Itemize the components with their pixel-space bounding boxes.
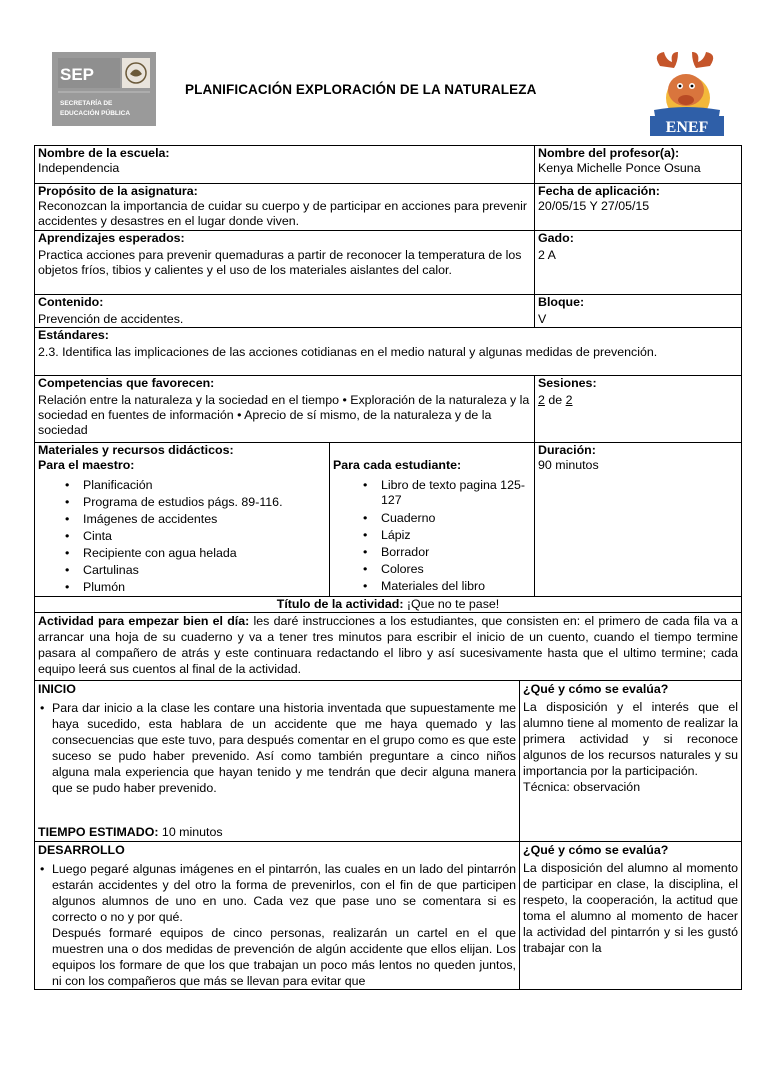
page-title: PLANIFICACIÓN EXPLORACIÓN DE LA NATURALEZA xyxy=(185,82,537,97)
cell-duracion xyxy=(535,443,742,597)
row-inicio xyxy=(35,681,742,842)
list-item: • Programa de estudios págs. 89-116. xyxy=(38,494,326,511)
cell-titulo-actividad xyxy=(35,597,742,613)
list-item: • Cuaderno xyxy=(333,510,531,527)
materiales-label: Materiales y recursos didácticos: xyxy=(38,443,234,457)
actividad-dia-value: les daré instrucciones a los estudiantes, que consisten en: el primero de cada fila va a arrancar una hoja de su cuaderno y va a tener tres minutos para escribir el inicio de un cuento, cuando el tiempo termine pasara al compañero de atrás y este continuara redactando el libro y así sucesivamente hasta que el ultimo termine; cada equipo leerá sus cuentos al final de la actividad. xyxy=(38,614,739,676)
list-item: • Planificación xyxy=(38,477,326,494)
enef-logo-text: ENEF xyxy=(665,119,709,136)
sesiones-total: 2 xyxy=(565,393,573,407)
planning-table xyxy=(34,145,742,990)
estandares-value: 2.3. Identifica las implicaciones de las acciones cotidianas en el medio natural y algunas medidas de prevención. xyxy=(38,345,658,359)
sep-logo xyxy=(52,52,156,126)
cell-aprendizajes xyxy=(35,231,535,295)
maestro-list xyxy=(38,477,326,596)
sesiones-current: 2 xyxy=(538,393,545,407)
sesiones-word: de xyxy=(548,393,563,407)
list-item: • Plumón xyxy=(38,579,326,596)
sep-logo-line1: SECRETARÍA DE xyxy=(60,100,113,107)
row-actividad-dia xyxy=(35,613,742,681)
sesiones-value xyxy=(538,391,738,408)
list-item: • Colores xyxy=(333,561,531,578)
row-estandares xyxy=(35,328,742,376)
bloque-value: V xyxy=(538,312,547,326)
antler-left-icon xyxy=(657,52,678,68)
estudiante-list xyxy=(333,477,531,595)
enef-logo xyxy=(640,48,732,140)
desarrollo-label: DESARROLLO xyxy=(38,843,125,857)
row-competencias xyxy=(35,376,742,443)
cell-desarrollo xyxy=(35,842,520,990)
row-materiales xyxy=(35,443,742,597)
row-escuela xyxy=(35,146,742,184)
bloque-label: Bloque: xyxy=(538,295,585,309)
desarrollo-text2: Después formaré equipos de cinco personas, realizarán un cartel en el que muestren una o dos medidas de prevención de algún accidente que ellos elijan. Los equipos los formare de que los que trabajan un poco más lentos no queden juntos, ni con los compañeros que más se llevan para evitar que xyxy=(52,926,516,988)
aprendizajes-value: Practica acciones para prevenir quemaduras a partir de reconocer la temperatura de los objetos fríos, tibios y calientes y el uso de los materiales aislantes del calor. xyxy=(38,248,522,277)
cell-contenido xyxy=(35,295,535,328)
proposito-label: Propósito de la asignatura: xyxy=(38,184,198,198)
sesiones-label: Sesiones: xyxy=(538,376,597,390)
grado-label: Gado: xyxy=(538,231,574,245)
duracion-value: 90 minutos xyxy=(538,458,599,472)
inicio-tiempo-value: 10 minutos xyxy=(161,825,223,839)
contenido-value: Prevención de accidentes. xyxy=(38,312,184,326)
fecha-label: Fecha de aplicación: xyxy=(538,184,660,198)
estandares-label: Estándares: xyxy=(38,328,109,342)
cell-inicio xyxy=(35,681,520,842)
titulo-actividad-label: Título de la actividad: xyxy=(276,597,404,611)
inicio-text: • Para dar inicio a la clase les contare una historia inventada que supuestamente me haya sucedido, esta hablara de un accidente que me haya quemado y las consecuencias que este tuvo, para después comentar en el grupo como es que este suceso se pudo haber prevenido. Así como también preguntare a cinco niños alguna mala experiencia que hayan tenido y me tendrán que decir alguna manera que se pudo haber prevenido. xyxy=(38,700,516,796)
cell-escuela xyxy=(35,146,535,184)
list-item: • Imágenes de accidentes xyxy=(38,511,326,528)
row-aprendizajes xyxy=(35,231,742,295)
titulo-actividad-value: ¡Que no te pase! xyxy=(406,597,500,611)
row-titulo-actividad xyxy=(35,597,742,613)
list-item: • Materiales del libro xyxy=(333,578,531,595)
aprendizajes-label: Aprendizajes esperados: xyxy=(38,231,185,245)
profesor-value: Kenya Michelle Ponce Osuna xyxy=(538,161,701,175)
fecha-value: 20/05/15 Y 27/05/15 xyxy=(538,199,650,213)
grado-value: 2 A xyxy=(538,248,556,262)
competencias-label: Competencias que favorecen: xyxy=(38,376,215,390)
estudiante-label: Para cada estudiante: xyxy=(333,458,462,472)
escuela-value: Independencia xyxy=(38,161,120,175)
inicio-tecnica: Técnica: observación xyxy=(523,780,641,794)
cell-estandares xyxy=(35,328,742,376)
cell-materiales-estudiante xyxy=(330,443,535,597)
cell-inicio-eval xyxy=(520,681,742,842)
desarrollo-eval-text: La disposición del alumno al momento de participar en clase, la disciplina, el respeto, la cooperación, la actitud que toma el alumno al momento de hacer la actividad del pintarrón y si les gustó trabajar con la xyxy=(523,861,739,955)
row-proposito xyxy=(35,184,742,231)
list-item: • Recipiente con agua helada xyxy=(38,545,326,562)
sep-logo-line2: EDUCACIÓN PÚBLICA xyxy=(60,110,131,117)
cell-desarrollo-eval xyxy=(520,842,742,990)
list-item: • Lápiz xyxy=(333,527,531,544)
antler-right-icon xyxy=(692,52,713,68)
duracion-label: Duración: xyxy=(538,443,596,457)
cell-bloque xyxy=(535,295,742,328)
desarrollo-text1: • Luego pegaré algunas imágenes en el pintarrón, las cuales en un lado del pintarrón estarán accidentes y del otro la forma de prevenirlos, con el fin de que participen algunos alumnos de uno en uno. Cada vez que pase uno se comentara si es correcto o no y por qué. xyxy=(38,861,516,925)
list-item: • Cartulinas xyxy=(38,562,326,579)
inicio-label: INICIO xyxy=(38,682,76,696)
row-contenido xyxy=(35,295,742,328)
cell-actividad-dia xyxy=(35,613,742,681)
maestro-label: Para el maestro: xyxy=(38,458,135,472)
cell-competencias xyxy=(35,376,535,443)
proposito-value: Reconozcan la importancia de cuidar su cuerpo y de participar en acciones para prevenir accidentes y desastres en el lugar donde viven. xyxy=(38,199,528,228)
cell-materiales-maestro xyxy=(35,443,330,597)
inicio-eval-text: La disposición y el interés que el alumno tiene al momento de realizar la primera actividad y si reconoce algunos de los recursos naturales y su importancia por la participación. xyxy=(523,700,739,778)
sep-logo-short: SEP xyxy=(60,65,95,84)
list-item: • Borrador xyxy=(333,544,531,561)
contenido-label: Contenido: xyxy=(38,295,104,309)
list-item: • Cinta xyxy=(38,528,326,545)
cell-sesiones xyxy=(535,376,742,443)
cell-profesor xyxy=(535,146,742,184)
escuela-label: Nombre de la escuela: xyxy=(38,146,170,160)
row-desarrollo xyxy=(35,842,742,990)
competencias-value: Relación entre la naturaleza y la sociedad en el tiempo • Exploración de la naturaleza y la sociedad en fuentes de información • Aprecio de sí mismo, de la naturaleza y de la sociedad xyxy=(38,393,530,437)
cell-grado xyxy=(535,231,742,295)
profesor-label: Nombre del profesor(a): xyxy=(538,146,680,160)
inicio-eval-label: ¿Qué y cómo se evalúa? xyxy=(523,682,669,696)
inicio-tiempo-label: TIEMPO ESTIMADO: xyxy=(38,825,159,839)
desarrollo-eval-label: ¿Qué y cómo se evalúa? xyxy=(523,843,669,857)
cell-proposito xyxy=(35,184,535,231)
list-item: • Libro de texto pagina 125-127 xyxy=(333,477,531,510)
cell-fecha xyxy=(535,184,742,231)
actividad-dia-label: Actividad para empezar bien el día: xyxy=(38,614,250,628)
